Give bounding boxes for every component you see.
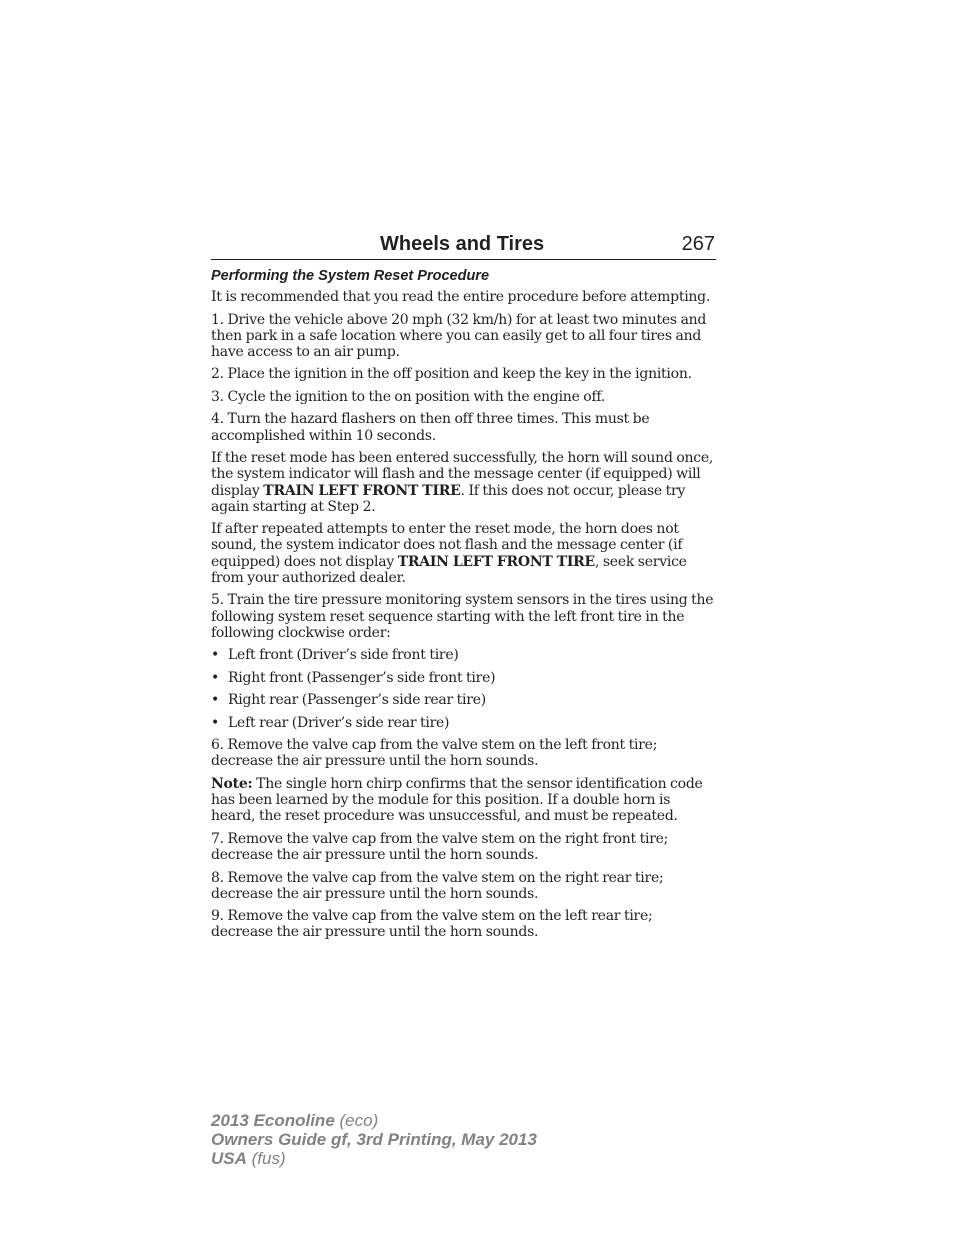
footer-model-line: [211, 1111, 537, 1130]
bullet-icon: •: [211, 647, 220, 664]
list-item: [211, 715, 716, 731]
step-2: 2. Place the ignition in the off position and keep the key in the ignition.: [211, 366, 692, 383]
list-item: [211, 692, 716, 708]
success-text-before: If the reset mode has been entered successfully, the horn will sound once, the system indicator will flash and the message center (if equipped) will display: [211, 450, 714, 499]
step-6: 6. Remove the valve cap from the valve stem on the left front tire; decrease the air pressure until the horn sounds.: [211, 737, 658, 770]
step-1: 1. Drive the vehicle above 20 mph (32 km/h) for at least two minutes and then park in a safe location where you can easily get to all four tires and have access to an air pump.: [211, 311, 707, 360]
step-9: 9. Remove the valve cap from the valve stem on the left rear tire; decrease the air pressure until the horn sounds.: [211, 908, 653, 941]
footer-market: USA: [211, 1149, 247, 1168]
footer-market-line: [211, 1149, 537, 1168]
page-number: 267: [681, 233, 715, 255]
step-4: 4. Turn the hazard flashers on then off three times. This must be accomplished within 10 seconds.: [211, 411, 650, 444]
footer-model: 2013 Econoline: [211, 1111, 335, 1130]
list-item-text: Left front (Driver’s side front tire): [228, 647, 459, 664]
section-heading: Performing the System Reset Procedure: [211, 268, 490, 284]
intro-paragraph: It is recommended that you read the entire procedure before attempting.: [211, 289, 711, 305]
list-item-text: Right front (Passenger’s side front tire): [228, 669, 496, 686]
page-body: [211, 266, 716, 947]
step-8: 8. Remove the valve cap from the valve stem on the right rear tire; decrease the air pressure until the horn sounds.: [211, 869, 664, 902]
footer-model-code: (eco): [334, 1111, 379, 1130]
step-5: 5. Train the tire pressure monitoring system sensors in the tires using the following system reset sequence starting with the left front tire in the following clockwise order:: [211, 592, 714, 641]
footer-market-code: (fus): [246, 1149, 286, 1168]
success-text-after: . If this does not occur, please try again starting at Step 2.: [211, 482, 686, 515]
footer-printing-line: Owners Guide gf, 3rd Printing, May 2013: [211, 1130, 537, 1149]
bullet-icon: •: [211, 714, 220, 731]
success-paragraph: [211, 450, 716, 515]
bullet-icon: •: [211, 669, 220, 686]
step-3: 3. Cycle the ignition to the on position with the engine off.: [211, 388, 606, 405]
success-message-code: TRAIN LEFT FRONT TIRE: [263, 482, 461, 499]
failure-paragraph: [211, 521, 716, 586]
failure-text-before: If after repeated attempts to enter the reset mode, the horn does not sound, the system indicator does not flash and the message center (if equipped) does not display: [211, 521, 683, 570]
list-item-text: Left rear (Driver’s side rear tire): [228, 714, 450, 731]
note-label: Note:: [211, 775, 253, 792]
failure-message-code: TRAIN LEFT FRONT TIRE: [397, 553, 595, 570]
page-footer: [211, 1111, 537, 1168]
list-item: [211, 647, 716, 663]
bullet-icon: •: [211, 692, 220, 709]
step-7: 7. Remove the valve cap from the valve stem on the right front tire; decrease the air pressure until the horn sounds.: [211, 830, 669, 864]
list-item: [211, 670, 716, 686]
note-text: The single horn chirp confirms that the sensor identification code has been learned by the module for this position. If a double horn is heard, the reset procedure was unsuccessful, and must be repeated.: [211, 775, 703, 825]
note-paragraph: [211, 776, 716, 825]
page-header: [211, 228, 716, 260]
failure-text-after: , seek service from your authorized dealer.: [211, 553, 687, 586]
chapter-title: Wheels and Tires: [380, 233, 545, 255]
list-item-text: Right rear (Passenger’s side rear tire): [228, 692, 486, 709]
